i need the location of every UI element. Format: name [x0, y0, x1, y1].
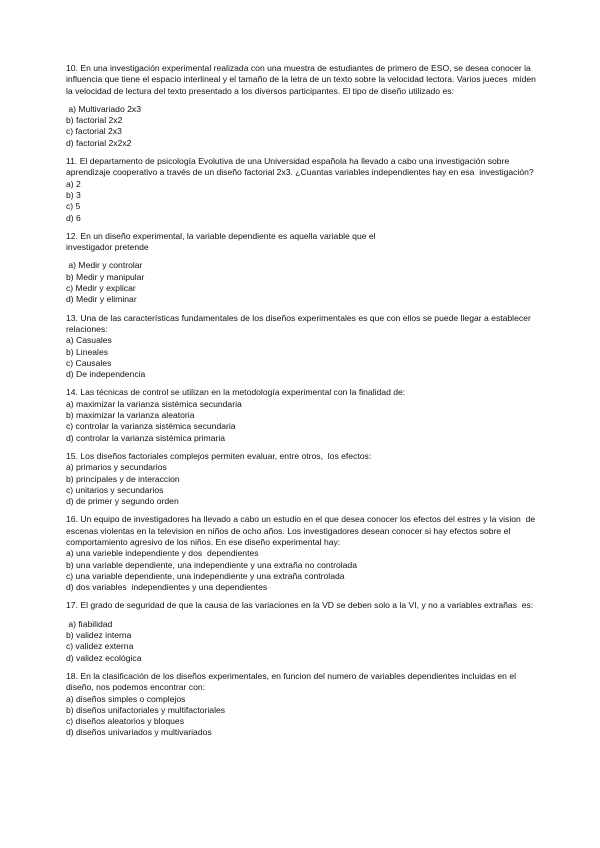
option-d: d) controlar la varianza sistémica primaria [66, 432, 226, 443]
question-15 [66, 451, 538, 507]
question-text: 17. El grado de seguridad de que la causa de las variaciones en la VD se deben solo a la VI, y no a variables extrañas es: [66, 600, 534, 611]
option-d: d) factorial 2x2x2 [66, 137, 132, 148]
option-b: b) validez interna [66, 630, 132, 641]
option-a: a) fiabilidad [66, 618, 113, 629]
answer-options [66, 694, 538, 739]
option-d: d) dos variables independientes y una dependientes [66, 582, 268, 593]
option-b: b) una variable dependiente, una independiente y una extraña no controlada [66, 559, 357, 570]
option-c: c) factorial 2x3 [66, 126, 122, 137]
option-b: b) 3 [66, 189, 81, 200]
question-text: 11. El departamento de psicología Evolutiva de una Universidad española ha llevado a cabo una investigación sobre aprendizaje cooperativo a través de un diseño factorial 2x3. ¿Cuantas variables independientes hay en esa investigación? [66, 156, 534, 178]
option-a: a) Multivariado 2x3 [66, 103, 141, 114]
option-d: d) De independencia [66, 369, 146, 380]
option-d: d) de primer y segundo orden [66, 496, 179, 507]
option-c: c) Medir y explicar [66, 283, 136, 294]
question-text: 15. Los diseños factoriales complejos permiten evaluar, entre otros, los efectos: [66, 450, 372, 461]
option-d: d) validez ecológica [66, 652, 142, 663]
question-10 [66, 63, 538, 149]
question-text: 13. Una de las características fundamentales de los diseños experimentales es que con ellos se puede llegar a establecer relaciones: [66, 312, 536, 334]
question-11 [66, 156, 538, 224]
option-b: b) Medir y manipular [66, 271, 145, 282]
option-b: b) principales y de interaccion [66, 473, 180, 484]
option-c: c) 5 [66, 201, 81, 212]
answer-options [66, 104, 538, 149]
answer-options [66, 619, 538, 664]
question-18 [66, 671, 538, 739]
answer-options [66, 548, 538, 593]
option-b: b) diseños unifactoriales y multifactoriales [66, 704, 226, 715]
option-b: b) maximizar la varianza aleatoria [66, 410, 195, 421]
option-b: b) factorial 2x2 [66, 115, 123, 126]
question-text: 18. En la clasificación de los diseños experimentales, en funcion del numero de variables dependientes incluidas en el diseño, nos podemos encontrar con: [66, 670, 521, 693]
answer-options [66, 399, 538, 444]
answer-options [66, 260, 538, 305]
option-d: d) 6 [66, 212, 81, 223]
question-text: 16. Un equipo de investigadores ha llevado a cabo un estudio en el que desea conocer los efectos del estres y la vision de escenas violentas en la television en niños de ocho años. Los investigadores desean conocer si hay efectos sobre el comportamiento agresivo de los niños. En ese diseño experimental hay: [66, 514, 538, 547]
option-c: c) unitarios y secundarios [66, 484, 164, 495]
option-a: a) diseños simples o complejos [66, 693, 186, 704]
question-13 [66, 313, 538, 381]
option-c: c) validez externa [66, 641, 134, 652]
answer-options [66, 462, 538, 507]
question-text: 12. En un diseño experimental, la variable dependiente es aquella variable que el investigador pretende [66, 230, 376, 253]
question-16 [66, 514, 538, 593]
option-a: a) primarios y secundarios [66, 462, 167, 473]
option-d: d) diseños univariados y multivariados [66, 727, 212, 738]
answer-options [66, 335, 538, 380]
question-17 [66, 600, 538, 663]
question-text: 10. En una investigación experimental realizada con una muestra de estudiantes de primero de ESO, se desea conocer la influencia que tiene el espacio interlineal y el tamaño de la letra de un texto sobre la velocidad lectora. Varios jueces miden la velocidad de lectura del texto presentado a los diversos participantes. El tipo de diseño utilizado es: [66, 63, 539, 96]
option-d: d) Medir y eliminar [66, 294, 137, 305]
option-a: a) maximizar la varianza sistémica secundaria [66, 398, 242, 409]
question-14 [66, 387, 538, 443]
option-c: c) una variable dependiente, una independiente y una extraña controlada [66, 570, 345, 581]
option-a: a) Casuales [66, 335, 112, 346]
option-b: b) Lineales [66, 346, 109, 357]
option-c: c) controlar la varianza sistémica secundaria [66, 421, 236, 432]
answer-options [66, 179, 538, 224]
option-a: a) una varieble independiente y dos dependientes [66, 548, 259, 559]
option-a: a) 2 [66, 178, 81, 189]
option-c: c) Causales [66, 357, 112, 368]
option-c: c) diseños aleatorios y bloques [66, 716, 184, 727]
question-12 [66, 231, 538, 306]
question-text: 14. Las técnicas de control se utilizan en la metodología experimental con la finalidad de: [66, 387, 406, 398]
option-a: a) Medir y controlar [66, 260, 143, 271]
